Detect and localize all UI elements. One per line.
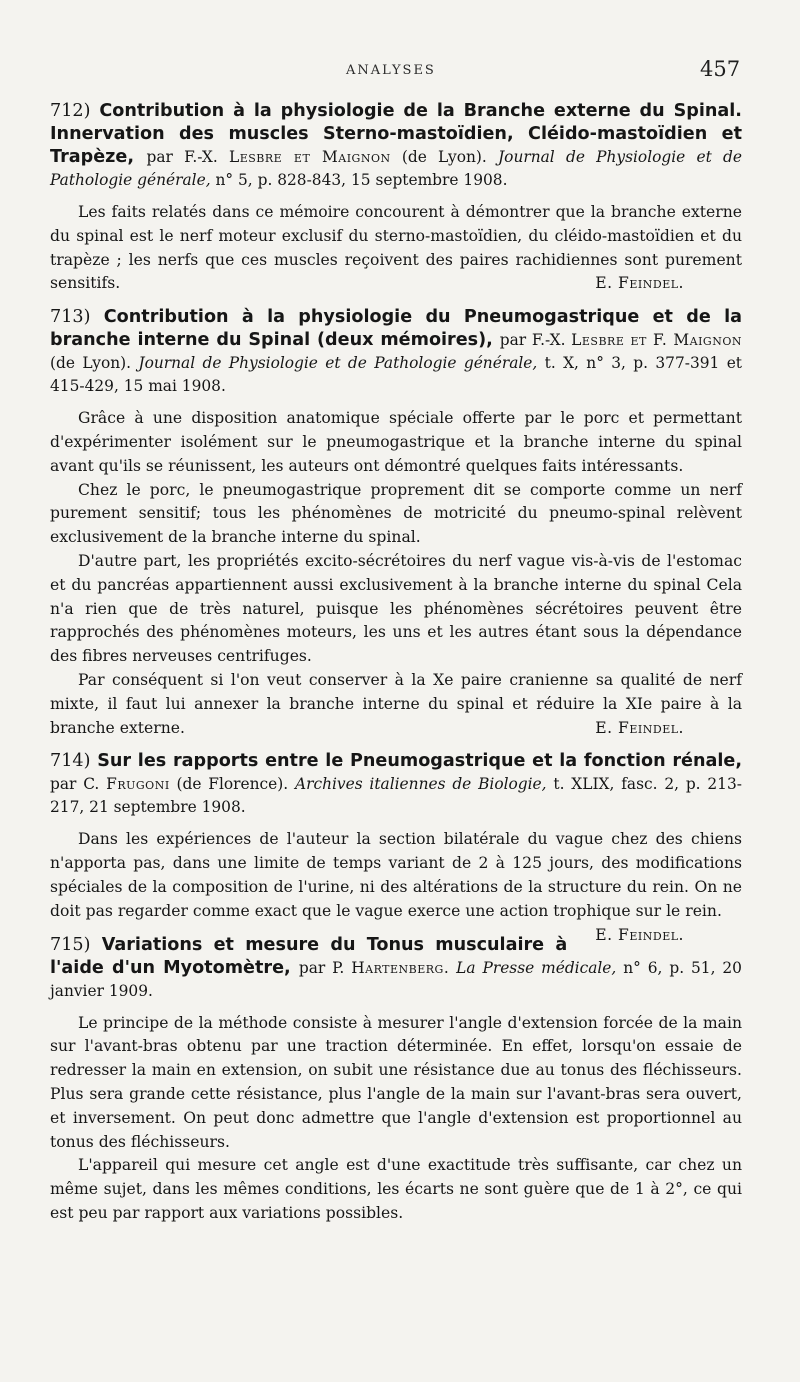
signature: E. Feindel.	[595, 274, 684, 293]
article-title-text: Contribution à la physiologie du Pneumogastrique et de la branche interne du Spinal (deux mémoires),	[50, 307, 742, 351]
paragraph: Par conséquent si l'on veut conserver à la Xe paire cranienne sa qualité de nerf mixte, il faut lui annexer la branche interne du spinal et réduire la XIe paire à la branche externe. E. Feindel.	[50, 669, 742, 740]
article-713	[50, 306, 742, 740]
article-reference: par F.-X. Lesbre et Maignon (de Lyon). Journal de Physiologie et de Pathologie générale, n° 5, p. 828-843, 15 septembre 1908.	[50, 148, 742, 189]
article-body	[50, 828, 742, 944]
article-authors: Lesbre et Maignon	[229, 148, 391, 166]
paragraph: Les faits relatés dans ce mémoire concourent à démontrer que la branche externe du spinal est le nerf moteur exclusif du sterno-mastoïdien, du cléido-mastoïdien et du trapèze ; les nerfs que ces muscles reçoivent des paires rachidiennes sont purement sensitifs. E. Feindel.	[50, 201, 742, 296]
paragraph: Grâce à une disposition anatomique spéciale offerte par le porc et permettant d'expérimenter isolément sur le pneumogastrique et la branche interne du spinal avant qu'ils se réunissent, les auteurs ont démontré quelques faits intéressants.	[50, 409, 742, 475]
article-715	[50, 934, 742, 1226]
article-712	[50, 100, 742, 296]
signature: E. Feindel.	[595, 925, 684, 944]
article-714	[50, 750, 742, 944]
page-content	[50, 100, 742, 1236]
article-body	[50, 1012, 742, 1226]
article-title-text: Variations et mesure du Tonus musculaire à l'aide d'un Myotomètre,	[50, 934, 568, 978]
article-title	[50, 100, 742, 192]
article-title-text: Sur les rapports entre le Pneumogastrique et la fonction rénale,	[97, 751, 742, 772]
paragraph: Chez le porc, le pneumogastrique proprement dit se comporte comme un nerf purement sensitif; tous les phénomènes de motricité du pneumo-spinal relèvent exclusivement de la branche interne du spinal.	[50, 480, 742, 547]
article-number: 713)	[50, 307, 91, 328]
article-title	[50, 750, 742, 819]
paragraph: Dans les expériences de l'auteur la section bilatérale du vague chez des chiens n'apporta pas, dans une limite de temps variant de 2 à 125 jours, des modifications spéciales de la composition de l'urine, ni des altérations de la structure du rein. On ne doit pas regarder comme exact que le vague exerce une action trophique sur le rein. E. Feindel.	[50, 828, 742, 923]
article-reference: par C. Frugoni (de Florence). Archives italiennes de Biologie, t. XLIX, fasc. 2, p. 213-217, 21 septembre 1908.	[50, 775, 742, 817]
paragraph: D'autre part, les propriétés excito-sécrétoires du nerf vague vis-à-vis de l'estomac et du pancréas appartiennent aussi exclusivement à la branche interne du spinal Cela n'a rien que de très naturel, puisque les phénomènes sécrétoires peuvent être rapprochés des phénomènes moteurs, les uns et les autres étant sous la dépendance des fibres nerveuses centrifuges.	[50, 551, 742, 666]
article-authors: Hartenberg.	[351, 958, 450, 977]
article-number: 714)	[50, 751, 91, 772]
page-number: 457	[700, 57, 741, 81]
signature: E. Feindel.	[595, 718, 684, 737]
journal-name: La Presse médicale,	[456, 958, 617, 977]
article-reference: par F.-X. Lesbre et F. Maignon (de Lyon). Journal de Physiologie et de Pathologie générale, t. X, n° 3, p. 377-391 et 415-429, 15 mai 1908.	[50, 331, 742, 396]
running-head: ANALYSES	[346, 63, 436, 78]
journal-name: Journal de Physiologie et de Pathologie générale,	[50, 148, 742, 189]
article-title-text: Contribution à la physiologie de la Branche externe du Spinal. Innervation des muscles Sterno-mastoïdien, Cléido-mastoïdien et Trapèze,	[50, 101, 742, 167]
paragraph: L'appareil qui mesure cet angle est d'une exactitude très suffisante, car chez un même sujet, dans les mêmes conditions, les écarts ne sont guère que de 1 à 2°, ce qui est peu par rapport aux variations possibles.	[50, 1156, 742, 1222]
paragraph: Le principe de la méthode consiste à mesurer l'angle d'extension forcée de la main sur l'avant-bras obtenu par une traction déterminée. En effet, lorsqu'on essaie de redresser la main en extension, on subit une résistance due au tonus des fléchisseurs. Plus sera grande cette résistance, plus l'angle de la main sur l'avant-bras sera ouvert, et inversement. On peut donc admettre que l'angle d'extension est proportionnel au tonus des fléchisseurs.	[50, 1013, 742, 1151]
article-body	[50, 407, 742, 740]
journal-name: Journal de Physiologie et de Pathologie générale,	[138, 354, 538, 373]
article-reference: par P. Hartenberg. La Presse médicale, n° 6, p. 51, 20 janvier 1909.	[50, 958, 742, 1000]
article-body	[50, 201, 742, 296]
article-number: 712)	[50, 101, 91, 121]
article-number: 715)	[50, 934, 91, 955]
journal-name: Archives italiennes de Biologie,	[294, 775, 547, 794]
article-authors: Frugoni	[106, 775, 170, 794]
article-title	[50, 306, 742, 398]
article-authors: Lesbre et F. Maignon	[571, 331, 742, 350]
